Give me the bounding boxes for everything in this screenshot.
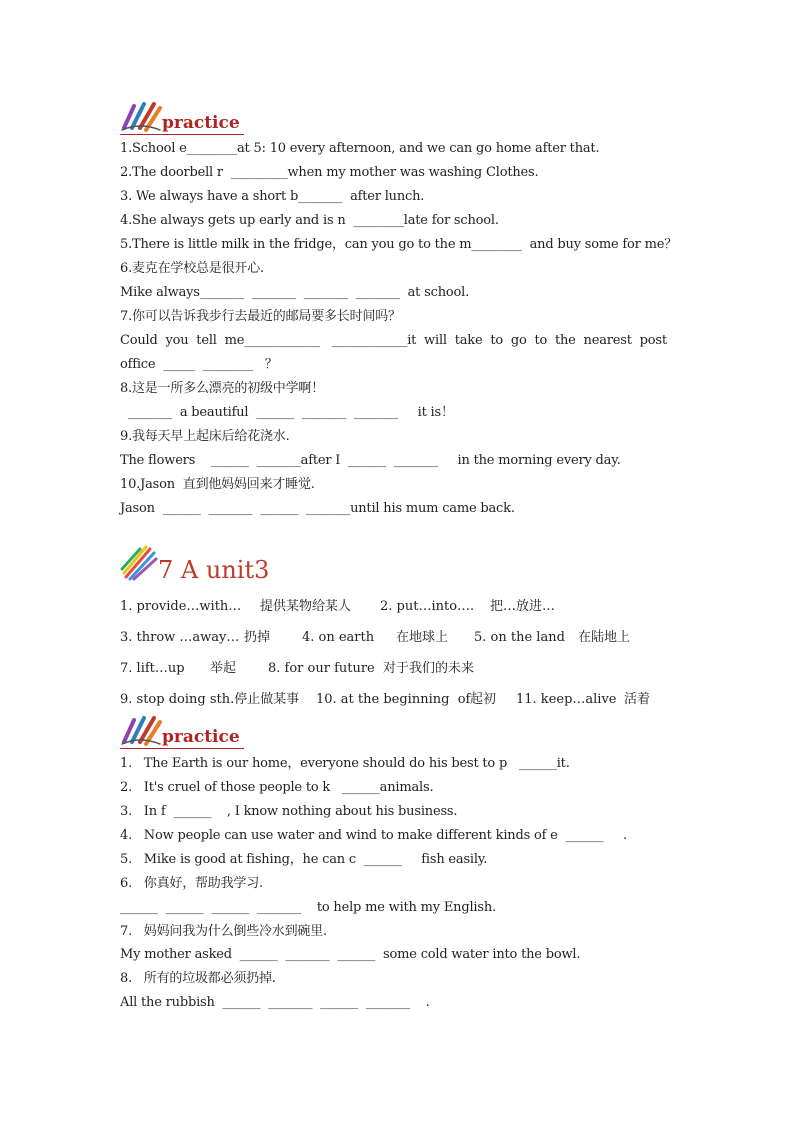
header-underline xyxy=(120,134,244,135)
vocab-row xyxy=(120,657,474,676)
vocab-meaning: 扔掉 xyxy=(244,630,271,645)
vocab-term: 4. on earth xyxy=(302,630,375,645)
vocab-meaning: 在陆地上 xyxy=(578,630,631,645)
question-line: 2. It's cruel of those people to k ______animals. xyxy=(120,780,434,795)
unit-title: 7 A unit3 xyxy=(158,556,270,584)
question-line: 8. 所有的垃圾都必须扔掉. xyxy=(120,971,276,986)
header-underline xyxy=(120,748,244,749)
question-line: 2.The doorbell r _________when my mother was washing Clothes. xyxy=(120,165,539,180)
vocab-term: 7. lift…up xyxy=(120,661,185,676)
vocab-meaning: 活着 xyxy=(624,692,651,707)
question-line: 10.Jason 直到他妈妈回来才睡觉. xyxy=(120,477,315,492)
vocab-term: 11. keep…alive xyxy=(516,692,617,707)
vocab-term: 2. put…into…. xyxy=(380,599,475,614)
vocab-row xyxy=(120,595,555,614)
question-line: ______ ______ ______ _______ to help me with my English. xyxy=(120,900,496,915)
vocab-meaning: 提供某物给某人 xyxy=(260,599,352,614)
question-line: 1.School e________at 5: 10 every afternoon, and we can go home after that. xyxy=(120,141,600,156)
question-line: All the rubbish ______ _______ ______ _______ . xyxy=(120,995,430,1010)
question-line: The flowers ______ _______after I ______ _______ in the morning every day. xyxy=(120,453,621,468)
vocab-term: 10. at the beginning of xyxy=(316,692,471,707)
question-line: office _____ ________ ？ xyxy=(120,357,278,372)
practice-title-2: practice xyxy=(162,727,240,747)
question-line: Jason ______ _______ ______ _______until his mum came back. xyxy=(120,501,515,516)
question-line: Mike always_______ _______ _______ _______ at school. xyxy=(120,285,470,300)
vocab-meaning: 在地球上 xyxy=(396,630,449,645)
question-line: Could you tell me____________ ____________it will take to go to the nearest post xyxy=(120,333,667,348)
question-line: 4.She always gets up early and is n ________late for school. xyxy=(120,213,499,228)
question-line: 5.There is little milk in the fridge，can you go to the m________ and buy some for me？ xyxy=(120,237,678,252)
question-line: My mother asked ______ _______ ______ some cold water into the bowl. xyxy=(120,947,581,962)
vocab-row xyxy=(120,688,650,707)
vocab-term: 5. on the land xyxy=(474,630,565,645)
question-line: 3. In f ______ , I know nothing about his business. xyxy=(120,804,458,819)
question-line: 4. Now people can use water and wind to make different kinds of e ______ . xyxy=(120,828,627,843)
vocab-row xyxy=(120,626,630,645)
vocab-meaning: 举起 xyxy=(210,661,237,676)
vocab-term: 3. throw …away… xyxy=(120,630,240,645)
question-line: _______ a beautiful ______ _______ _______ it is！ xyxy=(120,405,454,420)
question-line: 6.麦克在学校总是很开心. xyxy=(120,261,264,276)
vocab-term: 8. for our future 对于我们的未来 xyxy=(268,661,475,676)
question-line: 7. 妈妈问我为什么倒些冷水到碗里. xyxy=(120,924,327,939)
vocab-meaning: 把…放进… xyxy=(490,599,556,614)
pens-icon xyxy=(120,100,164,134)
question-line: 3. We always have a short b_______ after lunch. xyxy=(120,189,425,204)
question-line: 7.你可以告诉我步行去最近的邮局要多长时间吗？ xyxy=(120,309,401,324)
question-line: 1. The Earth is our home，everyone should do his best to p ______it. xyxy=(120,756,570,771)
question-line: 9.我每天早上起床后给花浇水. xyxy=(120,429,290,444)
question-line: 5. Mike is good at fishing，he can c ______ fish easily. xyxy=(120,852,488,867)
pens-icon xyxy=(120,714,164,748)
practice-title-1: practice xyxy=(162,113,240,133)
vocab-term: 9. stop doing sth.停止做某事 xyxy=(120,692,300,707)
pencils-icon xyxy=(120,545,160,581)
question-line: 8.这是一所多么漂亮的初级中学啊！ xyxy=(120,381,325,396)
question-line: 6. 你真好，帮助我学习. xyxy=(120,876,263,891)
vocab-term: 1. provide…with… xyxy=(120,599,242,614)
vocab-meaning: 起初 xyxy=(470,692,497,707)
